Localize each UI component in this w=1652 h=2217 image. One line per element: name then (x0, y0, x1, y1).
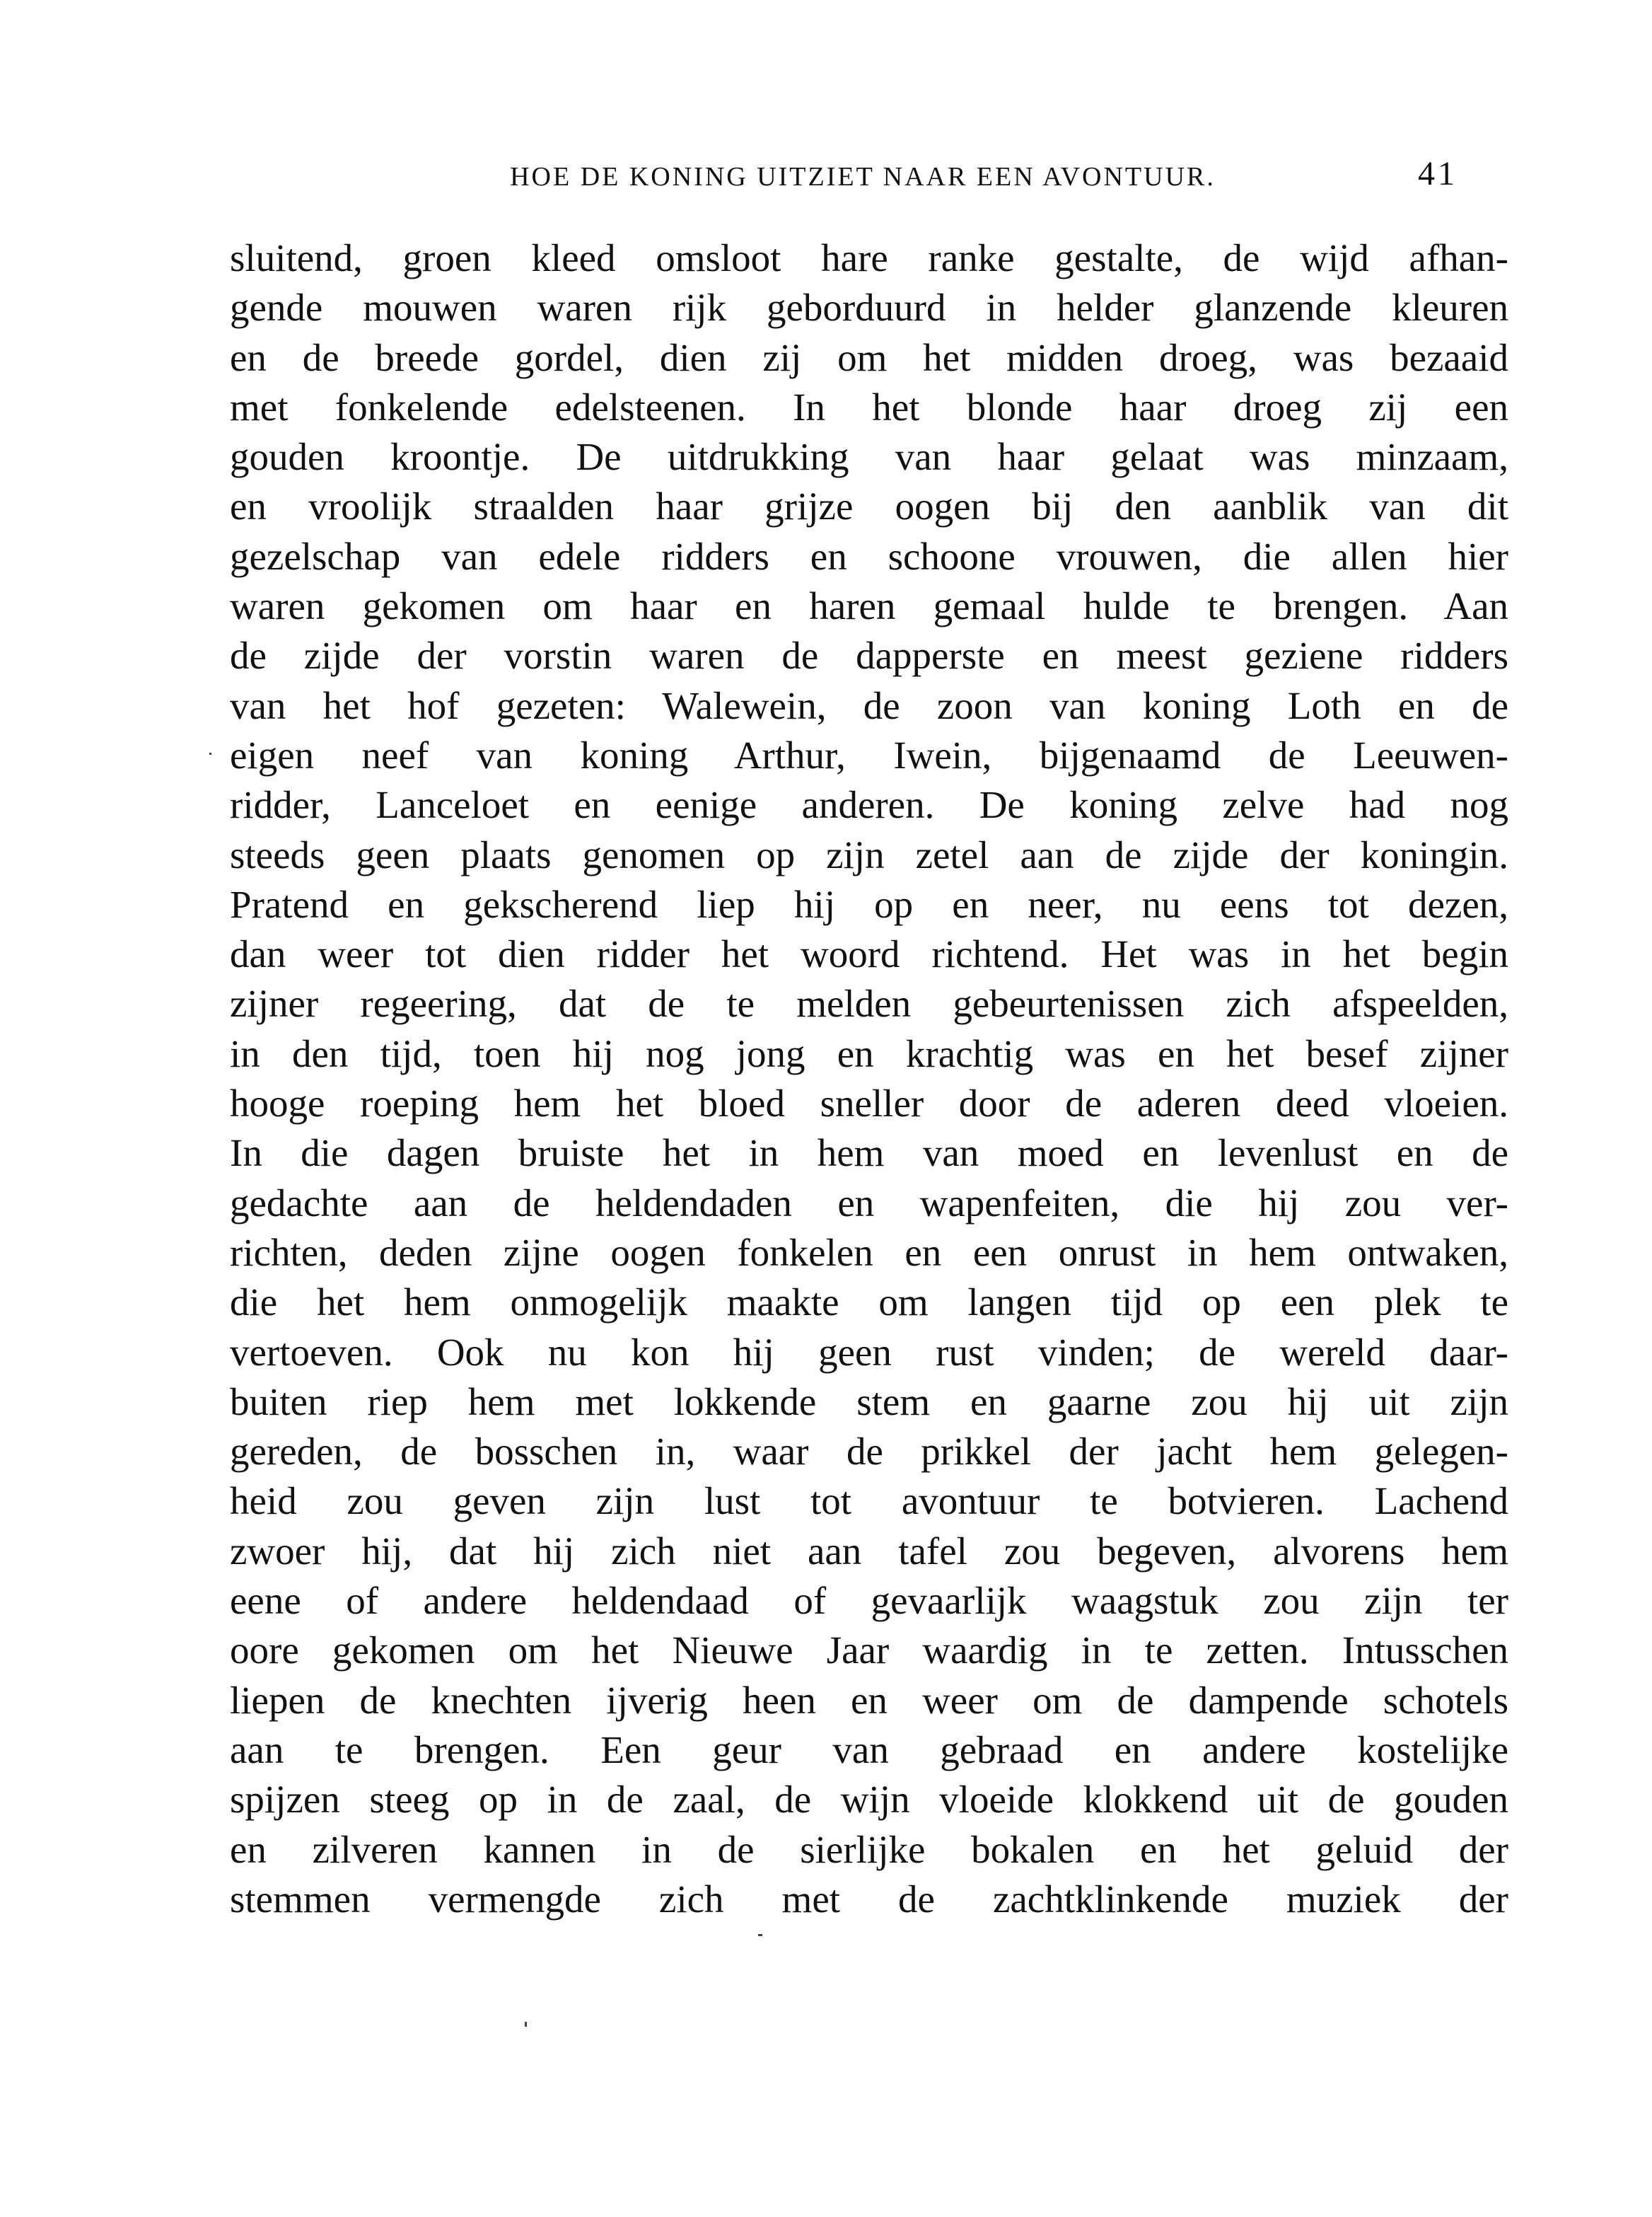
text-line-content: liepen de knechten ijverig heen en weer om de dampende schotels (230, 1678, 1508, 1722)
text-line-content: sluitend, groen kleed omsloot hare ranke gestalte, de wijd afhan- (230, 236, 1508, 279)
text-line-content: gende mouwen waren rijk geborduurd in helder glanzende kleuren (230, 286, 1508, 330)
running-title: HOE DE KONING UITZIET NAAR EEN AVONTUUR. (510, 162, 1216, 192)
text-line-content: hooge roeping hem het bloed sneller door de aderen deed vloeien. (230, 1082, 1508, 1125)
text-line-content: spijzen steeg op in de zaal, de wijn vloeide klokkend uit de gouden (230, 1778, 1508, 1822)
text-line-content: zijner regeering, dat de te melden gebeurtenissen zich afspeelden, (230, 982, 1508, 1026)
text-line (230, 1476, 1508, 1526)
text-line-content: waren gekomen om haar en haren gemaal hulde te brengen. Aan (230, 584, 1508, 628)
text-line (230, 1576, 1508, 1626)
text-line-content: oore gekomen om het Nieuwe Jaar waardig in te zetten. Intusschen (230, 1628, 1508, 1672)
text-line-content: en zilveren kannen in de sierlijke bokalen en het geluid der (230, 1827, 1508, 1871)
text-line-content: steeds geen plaats genomen op zijn zetel aan de zijde der koningin. (230, 833, 1508, 876)
text-line (230, 1825, 1508, 1875)
text-line (230, 930, 1508, 979)
text-line (230, 432, 1508, 482)
text-line-content: met fonkelende edelsteenen. In het blonde haar droeg zij een (230, 385, 1508, 429)
text-line (230, 1278, 1508, 1327)
text-line-content: In die dagen bruiste het in hem van moed en levenlust en de (230, 1131, 1508, 1175)
text-line-content: gouden kroontje. De uitdrukking van haar gelaat was minzaam, (230, 435, 1508, 479)
text-line (230, 383, 1508, 432)
text-line (230, 1875, 1508, 1924)
text-line-content: eigen neef van koning Arthur, Iwein, bijgenaamd de Leeuwen- (230, 733, 1508, 777)
text-line-content: de zijde der vorstin waren de dapperste en meest geziene ridders (230, 634, 1508, 678)
text-line-content: dan weer tot dien ridder het woord richtend. Het was in het begin (230, 932, 1508, 976)
text-line-content: richten, deden zijne oogen fonkelen en een onrust in hem ontwaken, (230, 1230, 1508, 1274)
text-line (230, 731, 1508, 780)
text-line-content: en vroolijk straalden haar grijze oogen bij den aanblik van dit (230, 485, 1508, 528)
text-line (230, 1328, 1508, 1377)
text-line-content: eene of andere heldendaad of gevaarlijk waagstuk zou zijn ter (230, 1579, 1508, 1623)
scan-speck (209, 753, 211, 755)
text-line-content: en de breede gordel, dien zij om het midden droeg, was bezaaid (230, 335, 1508, 379)
text-line (230, 233, 1508, 283)
text-line (230, 1228, 1508, 1278)
body-text (230, 233, 1508, 1924)
scan-speck (758, 1934, 762, 1936)
text-line (230, 681, 1508, 731)
text-line (230, 1128, 1508, 1178)
text-line (230, 482, 1508, 531)
text-line (230, 1079, 1508, 1128)
text-line (230, 283, 1508, 332)
text-line (230, 631, 1508, 681)
text-line (230, 780, 1508, 830)
text-line-content: buiten riep hem met lokkende stem en gaarne zou hij uit zijn (230, 1379, 1508, 1423)
text-line (230, 1775, 1508, 1824)
text-line (230, 1626, 1508, 1675)
text-line (230, 830, 1508, 880)
text-line-content: gezelschap van edele ridders en schoone vrouwen, die allen hier (230, 534, 1508, 578)
text-line-content: van het hof gezeten: Walewein, de zoon van koning Loth en de (230, 683, 1508, 727)
text-line (230, 1427, 1508, 1476)
text-line (230, 1029, 1508, 1079)
text-line-content: zwoer hij, dat hij zich niet aan tafel zou begeven, alvorens hem (230, 1529, 1508, 1573)
text-line-content: die het hem onmogelijk maakte om langen tijd op een plek te (230, 1280, 1508, 1324)
scan-speck (525, 2022, 527, 2027)
text-line-content: Pratend en gekscherend liep hij op en neer, nu eens tot dezen, (230, 882, 1508, 926)
text-line (230, 1179, 1508, 1228)
text-line (230, 880, 1508, 930)
text-line-content: in den tijd, toen hij nog jong en krachtig was en het besef zijner (230, 1031, 1508, 1075)
text-line (230, 1377, 1508, 1427)
text-line-content: vertoeven. Ook nu kon hij geen rust vinden; de wereld daar- (230, 1330, 1508, 1374)
text-line-content: heid zou geven zijn lust tot avontuur te botvieren. Lachend (230, 1479, 1508, 1523)
text-line (230, 979, 1508, 1029)
text-line-content: ridder, Lanceloet en eenige anderen. De koning zelve had nog (230, 783, 1508, 827)
text-line-content: gereden, de bosschen in, waar de prikkel der jacht hem gelegen- (230, 1430, 1508, 1474)
text-line (230, 1676, 1508, 1725)
text-line (230, 1725, 1508, 1775)
text-line (230, 1527, 1508, 1576)
text-line-content: stemmen vermengde zich met de zachtklinkende muziek der (230, 1877, 1508, 1921)
text-line-content: gedachte aan de heldendaden en wapenfeiten, die hij zou ver- (230, 1181, 1508, 1225)
text-line (230, 581, 1508, 631)
text-line-content: aan te brengen. Een geur van gebraad en andere kostelijke (230, 1727, 1508, 1771)
text-line (230, 333, 1508, 383)
text-line (230, 532, 1508, 581)
page-number: 41 (1418, 155, 1458, 192)
